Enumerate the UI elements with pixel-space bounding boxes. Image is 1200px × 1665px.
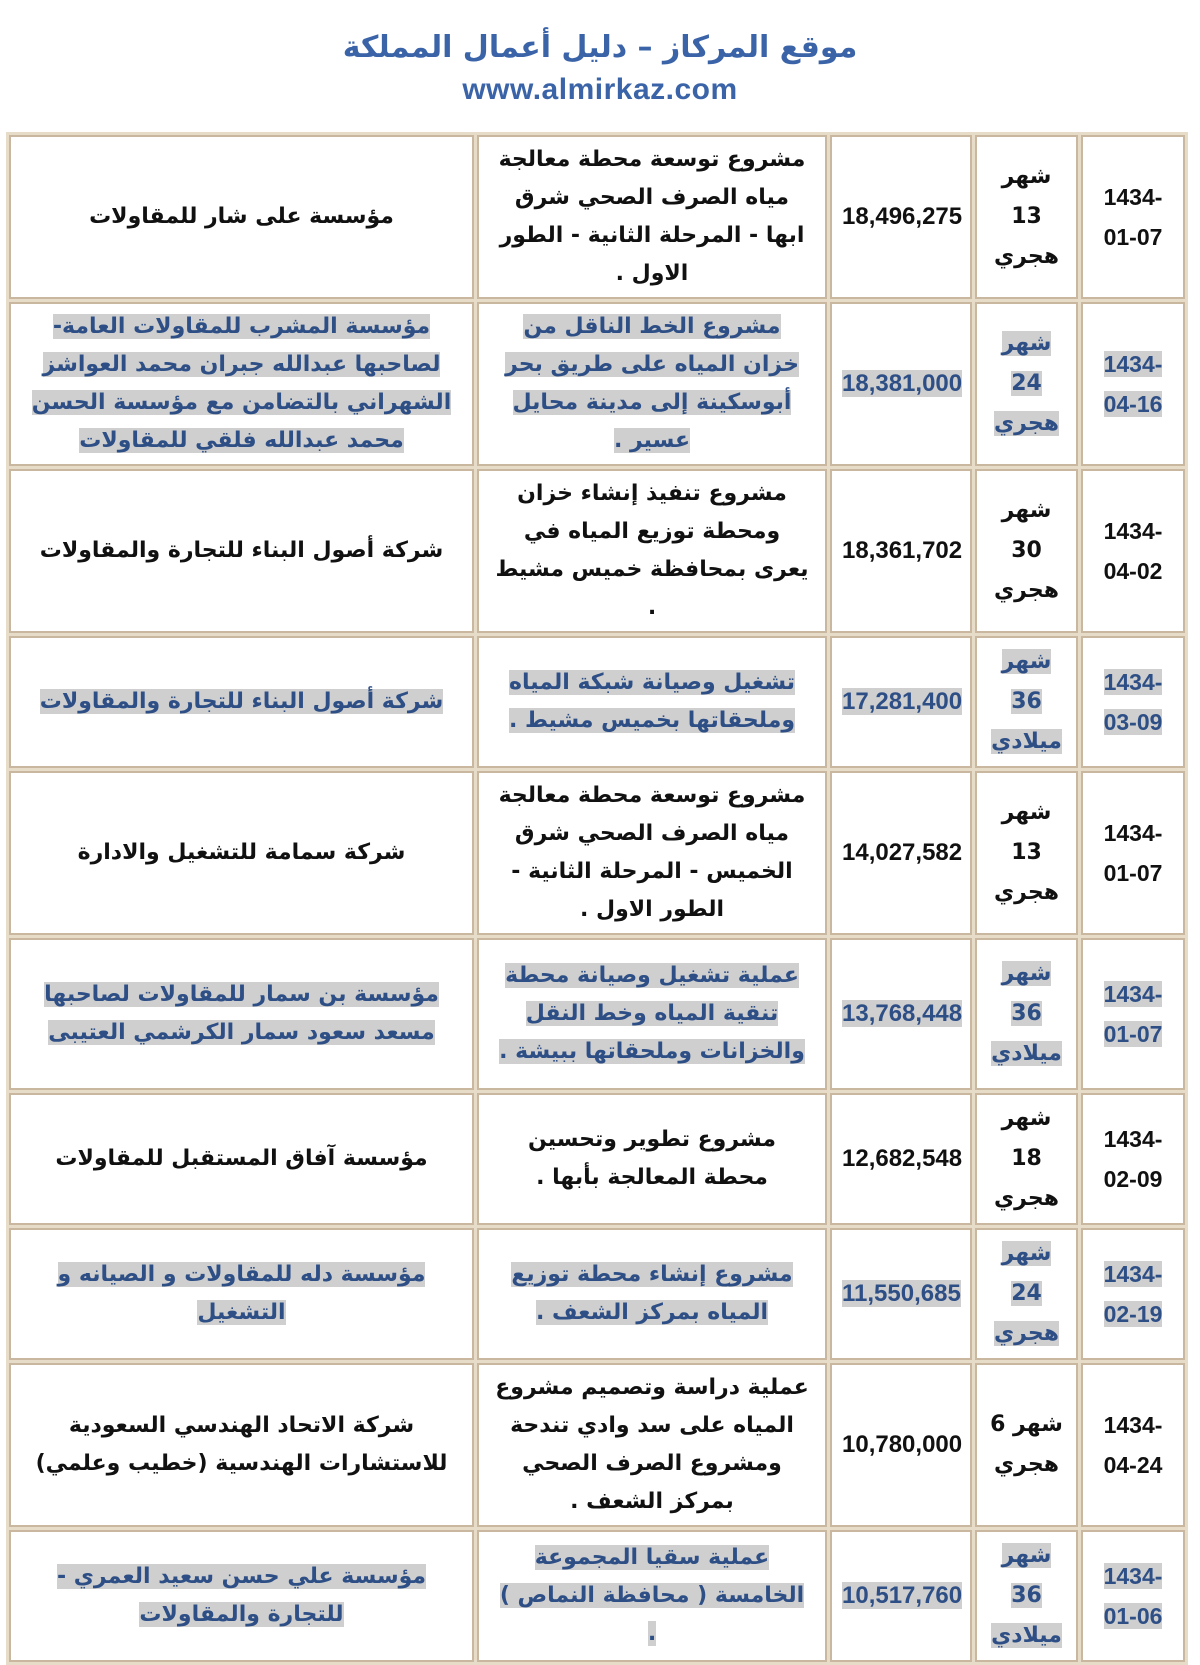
- date-cell: [1081, 1228, 1185, 1360]
- table-row: [9, 302, 1185, 466]
- duration-text: شهر 24 هجري: [994, 331, 1059, 436]
- contractor-cell: [9, 135, 474, 299]
- contractor-cell: [9, 1093, 474, 1225]
- value-text: 14,027,582: [842, 839, 963, 866]
- value-cell: [830, 1228, 972, 1360]
- date-text: 1434-02-09: [1103, 1126, 1163, 1192]
- duration-text: شهر 36 ميلادي: [991, 649, 1062, 754]
- value-text: 17,281,400: [842, 688, 963, 715]
- value-cell: [830, 302, 972, 466]
- contractor-cell: [9, 938, 474, 1090]
- table-row: [9, 1228, 1185, 1360]
- duration-cell: [975, 1093, 1078, 1225]
- date-text: 1434-01-07: [1103, 981, 1163, 1047]
- project-cell: [477, 135, 827, 299]
- table-row: [9, 636, 1185, 768]
- table-row: [9, 1363, 1185, 1527]
- date-cell: [1081, 1363, 1185, 1527]
- contractor-text: شركة الاتحاد الهندسي السعودية للاستشارات الهندسية (خطيب وعلمي): [35, 1413, 448, 1476]
- table-row: [9, 771, 1185, 935]
- contractor-cell: [9, 1228, 474, 1360]
- value-text: 10,780,000: [842, 1431, 963, 1458]
- date-cell: [1081, 1093, 1185, 1225]
- table-row: [9, 1530, 1185, 1662]
- project-cell: [477, 1228, 827, 1360]
- duration-cell: [975, 302, 1078, 466]
- contractor-text: مؤسسة آفاق المستقبل للمقاولات: [55, 1146, 428, 1171]
- date-text: 1434-04-02: [1103, 518, 1163, 584]
- contractor-text: مؤسسة بن سمار للمقاولات لصاحبها مسعد سعود سمار الكرشمي العتيبى: [44, 982, 439, 1045]
- contractor-cell: [9, 771, 474, 935]
- date-cell: [1081, 938, 1185, 1090]
- duration-cell: [975, 1228, 1078, 1360]
- table-row: [9, 135, 1185, 299]
- contractor-text: مؤسسة علي حسن سعيد العمري - للتجارة والمقاولات: [56, 1564, 427, 1627]
- duration-cell: [975, 135, 1078, 299]
- duration-text: شهر 30 هجري: [994, 498, 1059, 603]
- project-text: مشروع الخط الناقل من خزان المياه على طريق بحر أبوسكينة إلى مدينة محايل عسير .: [505, 314, 799, 453]
- duration-text: شهر 18 هجري: [994, 1106, 1059, 1211]
- project-text: عملية دراسة وتصميم مشروع المياه على سد وادي تندحة ومشروع الصرف الصحي بمركز الشعف .: [495, 1375, 809, 1514]
- project-text: مشروع تنفيذ إنشاء خزان ومحطة توزيع المياه في يعرى بمحافظة خميس مشيط .: [495, 481, 809, 620]
- project-text: مشروع إنشاء محطة توزيع المياه بمركز الشعف .: [511, 1262, 793, 1325]
- duration-text: شهر 13 هجري: [994, 800, 1059, 905]
- project-cell: [477, 302, 827, 466]
- duration-cell: [975, 636, 1078, 768]
- project-cell: [477, 1363, 827, 1527]
- contractor-text: مؤسسة دله للمقاولات و الصيانه و التشغيل: [57, 1262, 426, 1325]
- project-text: تشغيل وصيانة شبكة المياه وملحقاتها بخميس مشيط .: [508, 670, 796, 733]
- value-cell: [830, 1363, 972, 1527]
- date-cell: [1081, 469, 1185, 633]
- site-url[interactable]: www.almirkaz.com: [462, 73, 738, 106]
- value-text: 13,768,448: [842, 1000, 963, 1027]
- date-cell: [1081, 1530, 1185, 1662]
- contractor-text: مؤسسة المشرب للمقاولات العامة- لصاحبها عبدالله جبران محمد العواشز الشهراني بالتضامن مع مؤسسة الحسن محمد عبدالله فلقي للمقاولات: [31, 314, 452, 453]
- project-cell: [477, 1093, 827, 1225]
- project-text: مشروع توسعة محطة معالجة مياه الصرف الصحي شرق ابها - المرحلة الثانية - الطور الاول .: [498, 147, 806, 286]
- contracts-table: [6, 132, 1188, 1665]
- contractor-cell: [9, 1530, 474, 1662]
- duration-text: شهر 36 ميلادي: [991, 1543, 1062, 1648]
- duration-cell: [975, 938, 1078, 1090]
- table-row: [9, 469, 1185, 633]
- project-cell: [477, 636, 827, 768]
- project-text: عملية تشغيل وصيانة محطة تنقية المياه وخط النقل والخزانات وملحقاتها ببيشة .: [499, 963, 805, 1064]
- contractor-text: شركة سمامة للتشغيل والادارة: [77, 840, 406, 865]
- date-text: 1434-01-07: [1103, 820, 1163, 886]
- value-cell: [830, 636, 972, 768]
- duration-cell: [975, 469, 1078, 633]
- project-cell: [477, 771, 827, 935]
- contractor-text: شركة أصول البناء للتجارة والمقاولات: [39, 689, 444, 714]
- date-cell: [1081, 135, 1185, 299]
- value-cell: [830, 771, 972, 935]
- value-cell: [830, 135, 972, 299]
- duration-cell: [975, 1530, 1078, 1662]
- date-cell: [1081, 771, 1185, 935]
- contractor-cell: [9, 636, 474, 768]
- duration-text: شهر 36 ميلادي: [991, 961, 1062, 1066]
- date-cell: [1081, 302, 1185, 466]
- duration-text: شهر 24 هجري: [994, 1241, 1059, 1346]
- value-cell: [830, 1093, 972, 1225]
- duration-cell: [975, 771, 1078, 935]
- page-header: [0, 0, 1200, 130]
- date-text: 1434-04-24: [1103, 1412, 1163, 1478]
- date-text: 1434-01-07: [1103, 184, 1163, 250]
- value-cell: [830, 938, 972, 1090]
- date-text: 1434-03-09: [1103, 669, 1163, 735]
- site-title: موقع المركاز – دليل أعمال المملكة: [342, 30, 858, 65]
- project-cell: [477, 1530, 827, 1662]
- value-text: 10,517,760: [842, 1582, 963, 1609]
- contractor-cell: [9, 469, 474, 633]
- contractor-text: شركة أصول البناء للتجارة والمقاولات: [39, 538, 444, 563]
- value-cell: [830, 1530, 972, 1662]
- contractor-text: مؤسسة على شار للمقاولات: [89, 204, 394, 229]
- duration-text: شهر 6 هجري: [990, 1412, 1063, 1477]
- date-text: 1434-01-06: [1103, 1563, 1163, 1629]
- value-text: 18,381,000: [842, 370, 963, 397]
- project-text: مشروع توسعة محطة معالجة مياه الصرف الصحي شرق الخميس - المرحلة الثانية - الطور الاول .: [498, 783, 806, 922]
- value-text: 11,550,685: [842, 1280, 961, 1307]
- value-cell: [830, 469, 972, 633]
- contractor-cell: [9, 302, 474, 466]
- table-row: [9, 938, 1185, 1090]
- date-text: 1434-02-19: [1103, 1261, 1163, 1327]
- value-text: 12,682,548: [842, 1145, 963, 1172]
- contractor-cell: [9, 1363, 474, 1527]
- value-text: 18,361,702: [842, 537, 963, 564]
- date-cell: [1081, 636, 1185, 768]
- duration-cell: [975, 1363, 1078, 1527]
- project-text: عملية سقيا المجموعة الخامسة ( محافظة النماص ) .: [499, 1545, 805, 1646]
- duration-text: شهر 13 هجري: [994, 164, 1059, 269]
- project-cell: [477, 469, 827, 633]
- date-text: 1434-04-16: [1103, 351, 1163, 417]
- value-text: 18,496,275: [842, 203, 963, 230]
- project-text: مشروع تطوير وتحسين محطة المعالجة بأبها .: [527, 1127, 777, 1190]
- project-cell: [477, 938, 827, 1090]
- table-row: [9, 1093, 1185, 1225]
